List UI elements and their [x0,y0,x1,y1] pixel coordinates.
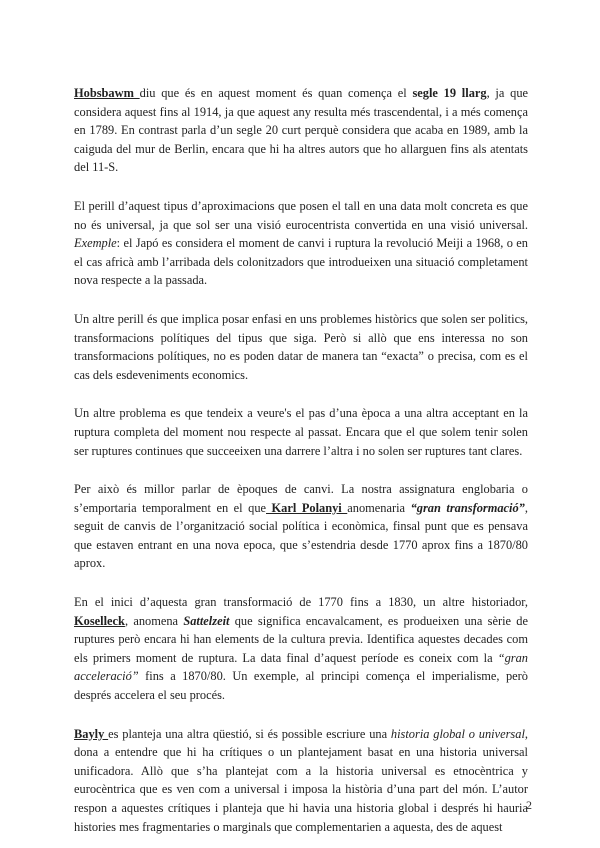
term-historia-global: historia global o universal [390,726,525,741]
term-sattelzeit: Sattelzeit [183,613,230,628]
paragraph-hobsbawm: Hobsbawm diu que és en aquest moment és quan comença el segle 19 llarg, ja que considera aquest fins al 1914, ja que aquest any resulta més trascendental, i a més comença en 1789. En contrast parla d’un segle 20 curt perquè considera que acaba en 1989, amb la caiguda del mur de Berlin, encara que hi ha altres autors que ho allarguen fins als atentats del 11-S. [74,86,529,175]
paragraph-eurocentrism: El perill d’aquest tipus d’aproximacions que posen el tall en una data molt concreta es que no és universal, ja que sol ser una visió eurocentrista convertida en una visió universal. Exemple: el Japó es considera el moment de canvi i ruptura la revolució Meiji a 1968, o en el cas africà amb l’arribada dels colonitzadors que introdueixen una situació completament nova respecte a la passada. [74,198,528,288]
paragraph-polanyi: Per això és millor parlar de èpoques de canvi. La nostra assignatura englobaria o s’emportaria temporalment en el que Karl Polanyi anomenaria “gran transformació”, seguit de canvis de l’organització social política i econòmica, finsal punt que es pensava que estaven entrant en una nova epoca, que s’estendria desde 1770 aprox fins a 1870/80 aprox. [74,482,528,571]
term-gran-transformacio: “gran transformació” [410,500,525,515]
example-label: Exemple [74,236,117,251]
term-gran-acceleracio: “gran acceleració” [74,650,528,684]
author-name-koselleck: Koselleck [74,613,125,628]
author-name-hobsbawm: Hobsbawm [74,86,140,100]
term-segle-19-llarg: segle 19 llarg [412,86,487,100]
page-number: 2 [526,798,532,812]
author-name-bayly: Bayly [74,726,109,741]
paragraph-rupture: Un altre problema es que tendeix a veure's el pas d’una època a una altra acceptant en la ruptura completa del moment nou respecte al passat. Encara que el que solem tenir solen ser ruptures continues que succeeixen una darrere l’altra i no solen ser ruptures tant clares. [74,406,528,458]
paragraph-koselleck: En el inici d’aquesta gran transformació de 1770 fins a 1830, un altre historiador, Koselleck, anomena Sattelzeit que significa encavalcament, es produeixen una sèrie de ruptures però encara hi han elements de la cultura previa. Identifica aquestes decades com els primers moment de ruptura. La data final d’aquest període es coneix com la “gran acceleració” fins a 1870/80. Un exemple, al principi comença el imperialisme, però després accelera el seu procés. [74,595,529,703]
paragraph-political-focus: Un altre perill és que implica posar enfasi en uns problemes històrics que solen ser politics, transformacions polítiques del tipus que siga. Però si allò que ens interessa no son transformacions polítiques, no es poden datar de manera tan “exacta” o precisa, com es el cas dels esdeveniments economics. [74,311,528,382]
document-body [74,84,528,836]
author-name-polanyi: Karl Polanyi [266,500,348,515]
paragraph-bayly: Bayly es planteja una altra qüestió, si és possible escriure una historia global o universal, dona a entendre que hi ha crítiques o un plantejament basat en una historia universal unificadora. Allò que s’ha plantejat com a la historia universal es etnocèntrica y eurocèntrica que es ven com a universal i imposa la història d’una part del món. L’autor respon a aquestes crítiques i planteja que hi havia una historia global i després hi hauria histories mes fragmentaries o marginals que complementarien a aquesta, des de aquest [74,726,528,834]
